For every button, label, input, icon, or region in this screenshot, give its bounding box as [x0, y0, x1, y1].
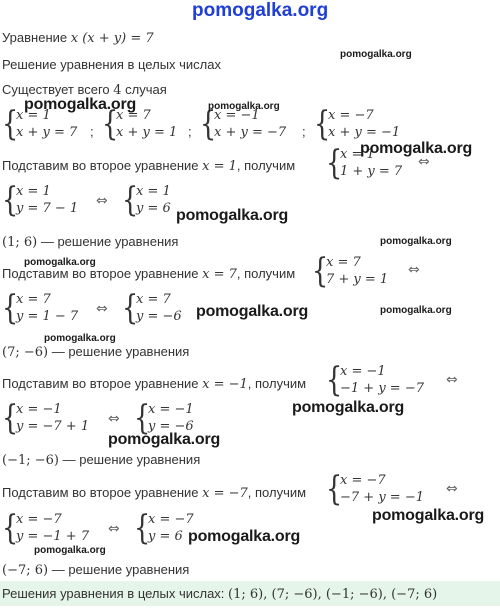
system-row: x = −1 — [16, 402, 62, 417]
brace: { — [326, 469, 343, 509]
system-row: x = −7 — [16, 512, 62, 527]
solution-pair: (−7; 6) — [2, 563, 49, 578]
watermark: pomogalka.org — [176, 207, 289, 224]
brace: { — [122, 180, 139, 220]
equivalence-symbol: ⇔ — [408, 262, 420, 278]
system-row: x = 7 — [326, 255, 361, 270]
brace: { — [2, 180, 19, 220]
solution-line — [2, 452, 200, 469]
solution-line — [2, 234, 178, 251]
system-row: x = 1 — [136, 184, 171, 199]
solution-line — [2, 344, 189, 361]
brace: { — [200, 104, 217, 144]
solution-line — [2, 562, 189, 579]
system-row: x = −7 — [340, 473, 386, 488]
equation-statement — [2, 30, 154, 47]
substitution-text — [2, 266, 295, 283]
solution-pair: (1; 6) — [2, 235, 38, 250]
system-row: y = −1 + 7 — [16, 529, 90, 544]
brace: { — [102, 104, 119, 144]
equivalence-symbol: ⇔ — [108, 411, 120, 427]
system-row: x = 7 — [116, 108, 151, 123]
solution-label: — решение уравнения — [51, 344, 190, 359]
substitution-equation: x = −1 — [202, 377, 248, 392]
system-row: x = −1 — [214, 108, 260, 123]
system-row: x + y = 7 — [16, 125, 78, 140]
final-answer — [2, 586, 437, 603]
system-row: x = 1 — [16, 184, 51, 199]
watermark: pomogalka.org — [108, 431, 221, 448]
system-row: x = −1 — [148, 402, 194, 417]
system-row: 7 + y = 1 — [326, 272, 389, 287]
brace: { — [2, 104, 19, 144]
separator: ; — [90, 124, 94, 139]
substitution-text — [2, 376, 306, 393]
solution-label: — решение уравнения — [51, 562, 190, 577]
system-row: x = 7 — [16, 292, 51, 307]
substitution-prefix: Подставим во второе уравнение — [2, 266, 199, 281]
brace: { — [134, 508, 151, 548]
watermark: pomogalka.org — [360, 140, 473, 157]
substitution-prefix: Подставим во второе уравнение — [2, 158, 199, 173]
system-row: y = −6 — [148, 419, 194, 434]
system-row: y = 7 − 1 — [16, 201, 79, 216]
equivalence-symbol: ⇔ — [108, 521, 120, 537]
brace: { — [326, 360, 343, 400]
system-row: −7 + y = −1 — [340, 490, 424, 505]
brace: { — [2, 288, 19, 328]
separator: ; — [302, 124, 306, 139]
system-row: y = 6 — [136, 201, 171, 216]
watermark: pomogalka.org — [380, 236, 452, 247]
equivalence-symbol: ⇔ — [446, 481, 458, 497]
substitution-prefix: Подставим во второе уравнение — [2, 485, 199, 500]
system-row: x = 1 — [340, 147, 375, 162]
substitution-text — [2, 158, 295, 175]
substitution-suffix: , получим — [236, 266, 296, 281]
equivalence-symbol: ⇔ — [446, 372, 458, 388]
watermark: pomogalka.org — [208, 101, 280, 112]
system-row: −1 + y = −7 — [340, 381, 424, 396]
final-answer-bar — [0, 581, 500, 606]
system-row: y = 6 — [148, 529, 183, 544]
equivalence-symbol: ⇔ — [96, 193, 108, 209]
cases-count-number: 4 — [113, 83, 122, 98]
substitution-prefix: Подставим во второе уравнение — [2, 376, 199, 391]
watermark: pomogalka.org — [24, 96, 137, 113]
watermark: pomogalka.org — [292, 399, 405, 416]
brace: { — [314, 104, 331, 144]
substitution-text — [2, 485, 306, 502]
system-row: x + y = −1 — [328, 125, 401, 140]
equation-label: Уравнение — [2, 30, 68, 45]
system-row: x = −7 — [328, 108, 374, 123]
substitution-suffix: , получим — [247, 485, 307, 500]
subtitle: Решение уравнения в целых числах — [2, 57, 222, 72]
watermark: pomogalka.org — [380, 305, 452, 316]
substitution-equation: x = 1 — [202, 159, 237, 174]
final-answer-label: Решения уравнения в целых числах: — [2, 586, 225, 601]
watermark: pomogalka.org — [340, 49, 412, 60]
solution-pair: (−1; −6) — [2, 453, 59, 468]
equivalence-symbol: ⇔ — [96, 301, 108, 317]
substitution-suffix: , получим — [236, 158, 296, 173]
cases-count-label: Существует всего — [2, 82, 110, 97]
watermark: pomogalka.org — [34, 545, 106, 556]
brace: { — [134, 398, 151, 438]
watermark: pomogalka.org — [196, 303, 309, 320]
cases-count-tail: случая — [125, 82, 167, 97]
watermark-top: pomogalka.org — [192, 0, 329, 21]
watermark: pomogalka.org — [188, 528, 301, 545]
brace: { — [2, 508, 19, 548]
watermark: pomogalka.org — [372, 507, 485, 524]
watermark: pomogalka.org — [44, 333, 116, 344]
brace: { — [2, 398, 19, 438]
system-row: y = −7 + 1 — [16, 419, 90, 434]
equation-formula: x (x + y) = 7 — [70, 31, 154, 46]
watermark: pomogalka.org — [24, 257, 96, 268]
system-row: x = 1 — [16, 108, 51, 123]
substitution-equation: x = 7 — [202, 267, 237, 282]
solution-label: — решение уравнения — [40, 234, 179, 249]
system-row: x + y = −7 — [214, 125, 287, 140]
brace: { — [122, 288, 139, 328]
equivalence-symbol: ⇔ — [418, 154, 430, 170]
final-answer-values: (1; 6), (7; −6), (−1; −6), (−7; 6) — [228, 587, 438, 602]
system-row: y = −6 — [136, 309, 182, 324]
substitution-equation: x = −7 — [202, 486, 248, 501]
system-row: x = −7 — [148, 512, 194, 527]
system-row: y = 1 − 7 — [16, 309, 79, 324]
solution-pair: (7; −6) — [2, 345, 49, 360]
brace: { — [326, 143, 343, 183]
system-row: 1 + y = 7 — [340, 164, 403, 179]
separator: ; — [188, 124, 192, 139]
system-row: x = 7 — [136, 292, 171, 307]
brace: { — [312, 251, 329, 291]
system-row: x = −1 — [340, 364, 386, 379]
substitution-suffix: , получим — [247, 376, 307, 391]
system-row: x + y = 1 — [116, 125, 178, 140]
solution-label: — решение уравнения — [62, 452, 201, 467]
